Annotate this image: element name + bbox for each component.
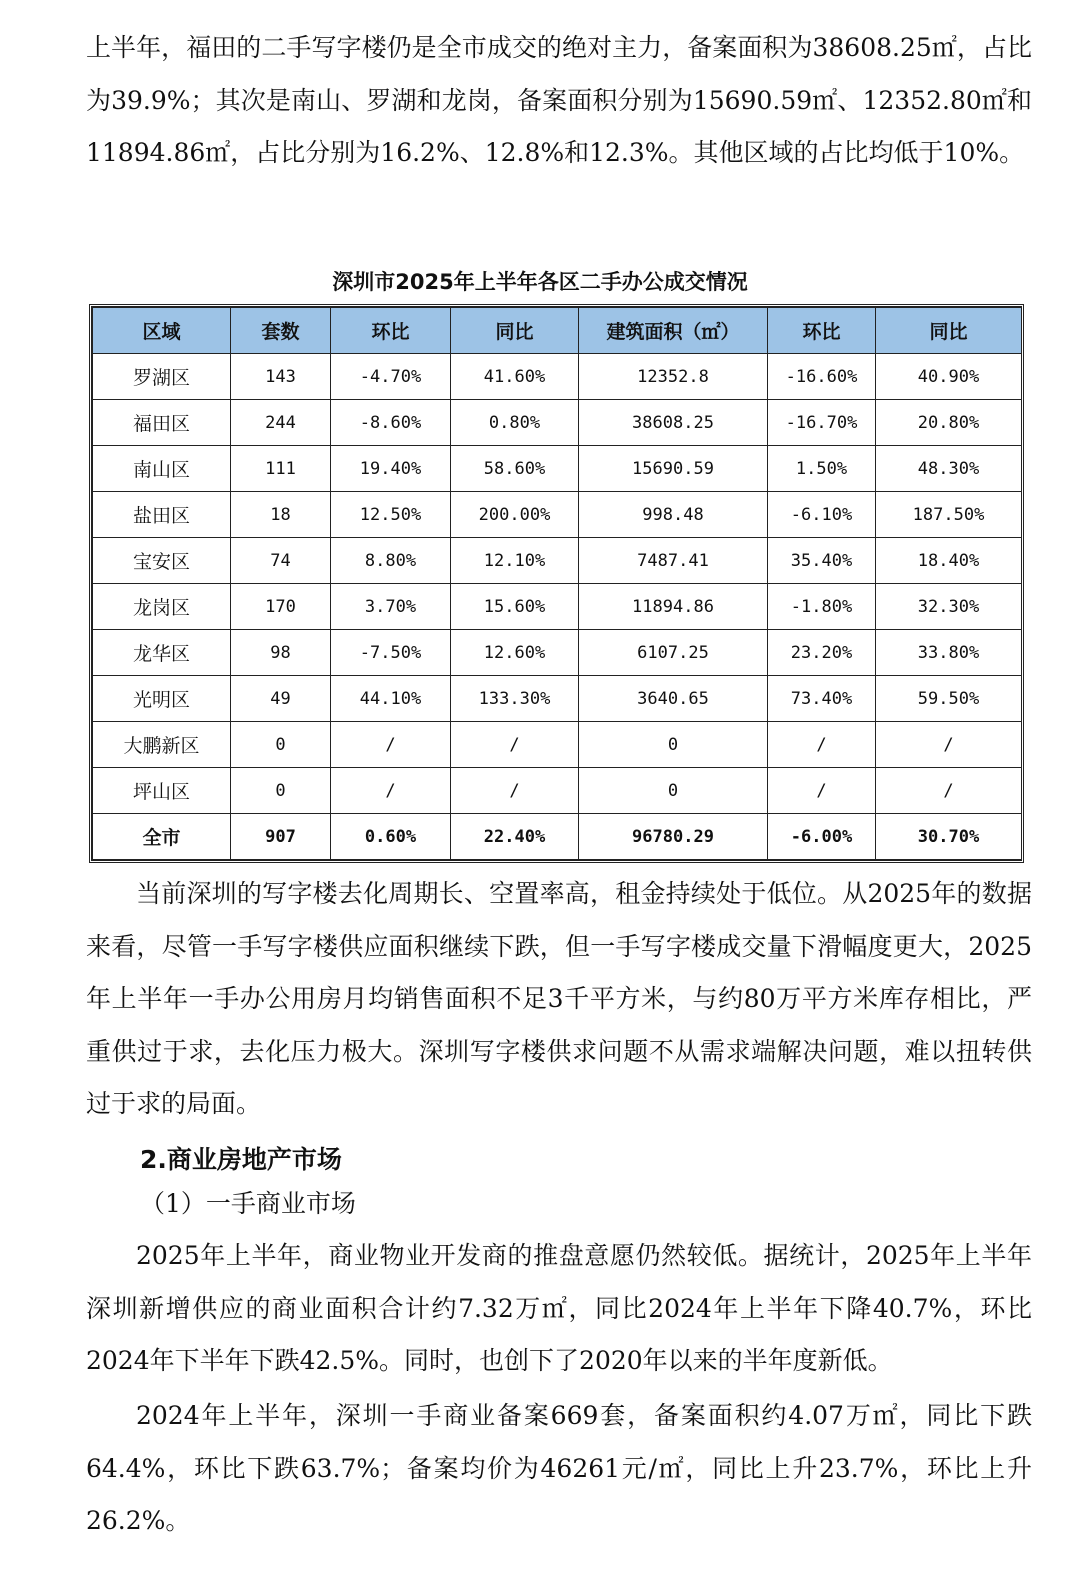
section-heading: 2.商业房地产市场 (140, 1145, 342, 1174)
table-cell: / (768, 768, 876, 814)
table-cell: / (331, 768, 451, 814)
district-cell: 南山区 (93, 446, 231, 492)
table-cell: 38608.25 (579, 400, 768, 446)
table-cell: 19.40% (331, 446, 451, 492)
district-cell: 福田区 (93, 400, 231, 446)
table-cell: 12.50% (331, 492, 451, 538)
table-cell: -6.00% (768, 814, 876, 860)
table-cell: 15690.59 (579, 446, 768, 492)
table-cell: 0 (579, 722, 768, 768)
header-units-yoy: 同比 (451, 308, 579, 354)
header-units: 套数 (231, 308, 331, 354)
table-row (93, 446, 1022, 492)
table-row (93, 630, 1022, 676)
table-cell: -16.60% (768, 354, 876, 400)
table-cell: 44.10% (331, 676, 451, 722)
header-area-yoy: 同比 (876, 308, 1022, 354)
table-cell: -1.80% (768, 584, 876, 630)
table-cell: 12.10% (451, 538, 579, 584)
paragraph-office-outlook: 当前深圳的写字楼去化周期长、空置率高，租金持续处于低位。从2025年的数据来看，尽管一手写字楼供应面积继续下跌，但一手写字楼成交量下滑幅度更大，2025年上半年一手办公用房月均销售面积不足3千平方米，与约80万平方米库存相比，严重供过于求，去化压力极大。深圳写字楼供求问题不从需求端解决问题，难以扭转供过于求的局面。 (86, 879, 1032, 1118)
district-cell: 全市 (93, 814, 231, 860)
table-cell: 998.48 (579, 492, 768, 538)
table-cell: 0.80% (451, 400, 579, 446)
table-cell: / (331, 722, 451, 768)
table-cell: 111 (231, 446, 331, 492)
table-cell: 0 (579, 768, 768, 814)
table-cell: 22.40% (451, 814, 579, 860)
table-cell: 33.80% (876, 630, 1022, 676)
office-transactions-table (89, 304, 1024, 863)
table-cell: 907 (231, 814, 331, 860)
district-cell: 盐田区 (93, 492, 231, 538)
table-row (93, 676, 1022, 722)
table-cell: 49 (231, 676, 331, 722)
table-cell: 48.30% (876, 446, 1022, 492)
table-cell: 73.40% (768, 676, 876, 722)
table-total-row (93, 814, 1022, 860)
table-cell: 58.60% (451, 446, 579, 492)
paragraph-commercial-supply: 2025年上半年，商业物业开发商的推盘意愿仍然较低。据统计，2025年上半年深圳新增供应的商业面积合计约7.32万㎡，同比2024年上半年下降40.7%，环比2024年下半年下跌42.5%。同时，也创下了2020年以来的半年度新低。 (86, 1241, 1032, 1375)
table-cell: 98 (231, 630, 331, 676)
table-row (93, 400, 1022, 446)
table-cell: 18 (231, 492, 331, 538)
table-cell: 59.50% (876, 676, 1022, 722)
header-district: 区域 (93, 308, 231, 354)
header-units-mom: 环比 (331, 308, 451, 354)
table-row (93, 768, 1022, 814)
table-row (93, 492, 1022, 538)
table-cell: / (768, 722, 876, 768)
table-cell: 0 (231, 722, 331, 768)
district-cell: 宝安区 (93, 538, 231, 584)
table-cell: 32.30% (876, 584, 1022, 630)
table-cell: 23.20% (768, 630, 876, 676)
table-cell: 244 (231, 400, 331, 446)
table-cell: -16.70% (768, 400, 876, 446)
table-cell: -4.70% (331, 354, 451, 400)
district-cell: 龙岗区 (93, 584, 231, 630)
district-cell: 大鹏新区 (93, 722, 231, 768)
table-cell: -7.50% (331, 630, 451, 676)
table-cell: 0.60% (331, 814, 451, 860)
table-cell: 20.80% (876, 400, 1022, 446)
district-cell: 龙华区 (93, 630, 231, 676)
table-cell: / (876, 722, 1022, 768)
table-cell: 8.80% (331, 538, 451, 584)
table-cell: 15.60% (451, 584, 579, 630)
table-cell: / (451, 722, 579, 768)
section-subheading: （1）一手商业市场 (140, 1189, 356, 1218)
table-cell: 40.90% (876, 354, 1022, 400)
table-cell: 1.50% (768, 446, 876, 492)
table-cell: 11894.86 (579, 584, 768, 630)
table-row (93, 722, 1022, 768)
paragraph-commercial-sales: 2024年上半年，深圳一手商业备案669套，备案面积约4.07万㎡，同比下跌64.4%，环比下跌63.7%；备案均价为46261元/㎡，同比上升23.7%，环比上升26.2%。 (86, 1401, 1032, 1535)
table-cell: 0 (231, 768, 331, 814)
table-row (93, 354, 1022, 400)
table-cell: 30.70% (876, 814, 1022, 860)
paragraph-office-resale-summary: 上半年，福田的二手写字楼仍是全市成交的绝对主力，备案面积为38608.25㎡，占比为39.9%；其次是南山、罗湖和龙岗，备案面积分别为15690.59㎡、12352.80㎡和11894.86㎡，占比分别为16.2%、12.8%和12.3%。其他区域的占比均低于10%。 (86, 33, 1032, 167)
district-cell: 罗湖区 (93, 354, 231, 400)
header-area: 建筑面积（㎡） (579, 308, 768, 354)
table-cell: 74 (231, 538, 331, 584)
table-cell: 143 (231, 354, 331, 400)
table-cell: 133.30% (451, 676, 579, 722)
table-row (93, 538, 1022, 584)
table-cell: 200.00% (451, 492, 579, 538)
table-cell: / (876, 768, 1022, 814)
table-cell: / (451, 768, 579, 814)
table-cell: -8.60% (331, 400, 451, 446)
table-cell: 187.50% (876, 492, 1022, 538)
table-cell: 6107.25 (579, 630, 768, 676)
header-area-mom: 环比 (768, 308, 876, 354)
table-cell: 3640.65 (579, 676, 768, 722)
table-cell: 12.60% (451, 630, 579, 676)
district-cell: 坪山区 (93, 768, 231, 814)
table-row (93, 584, 1022, 630)
district-cell: 光明区 (93, 676, 231, 722)
table-cell: 35.40% (768, 538, 876, 584)
table-cell: 18.40% (876, 538, 1022, 584)
table-cell: 96780.29 (579, 814, 768, 860)
table-header-row (93, 308, 1022, 354)
table-cell: -6.10% (768, 492, 876, 538)
table-cell: 12352.8 (579, 354, 768, 400)
table-title: 深圳市2025年上半年各区二手办公成交情况 (332, 270, 748, 294)
table-cell: 7487.41 (579, 538, 768, 584)
table-cell: 41.60% (451, 354, 579, 400)
table-cell: 170 (231, 584, 331, 630)
table-cell: 3.70% (331, 584, 451, 630)
